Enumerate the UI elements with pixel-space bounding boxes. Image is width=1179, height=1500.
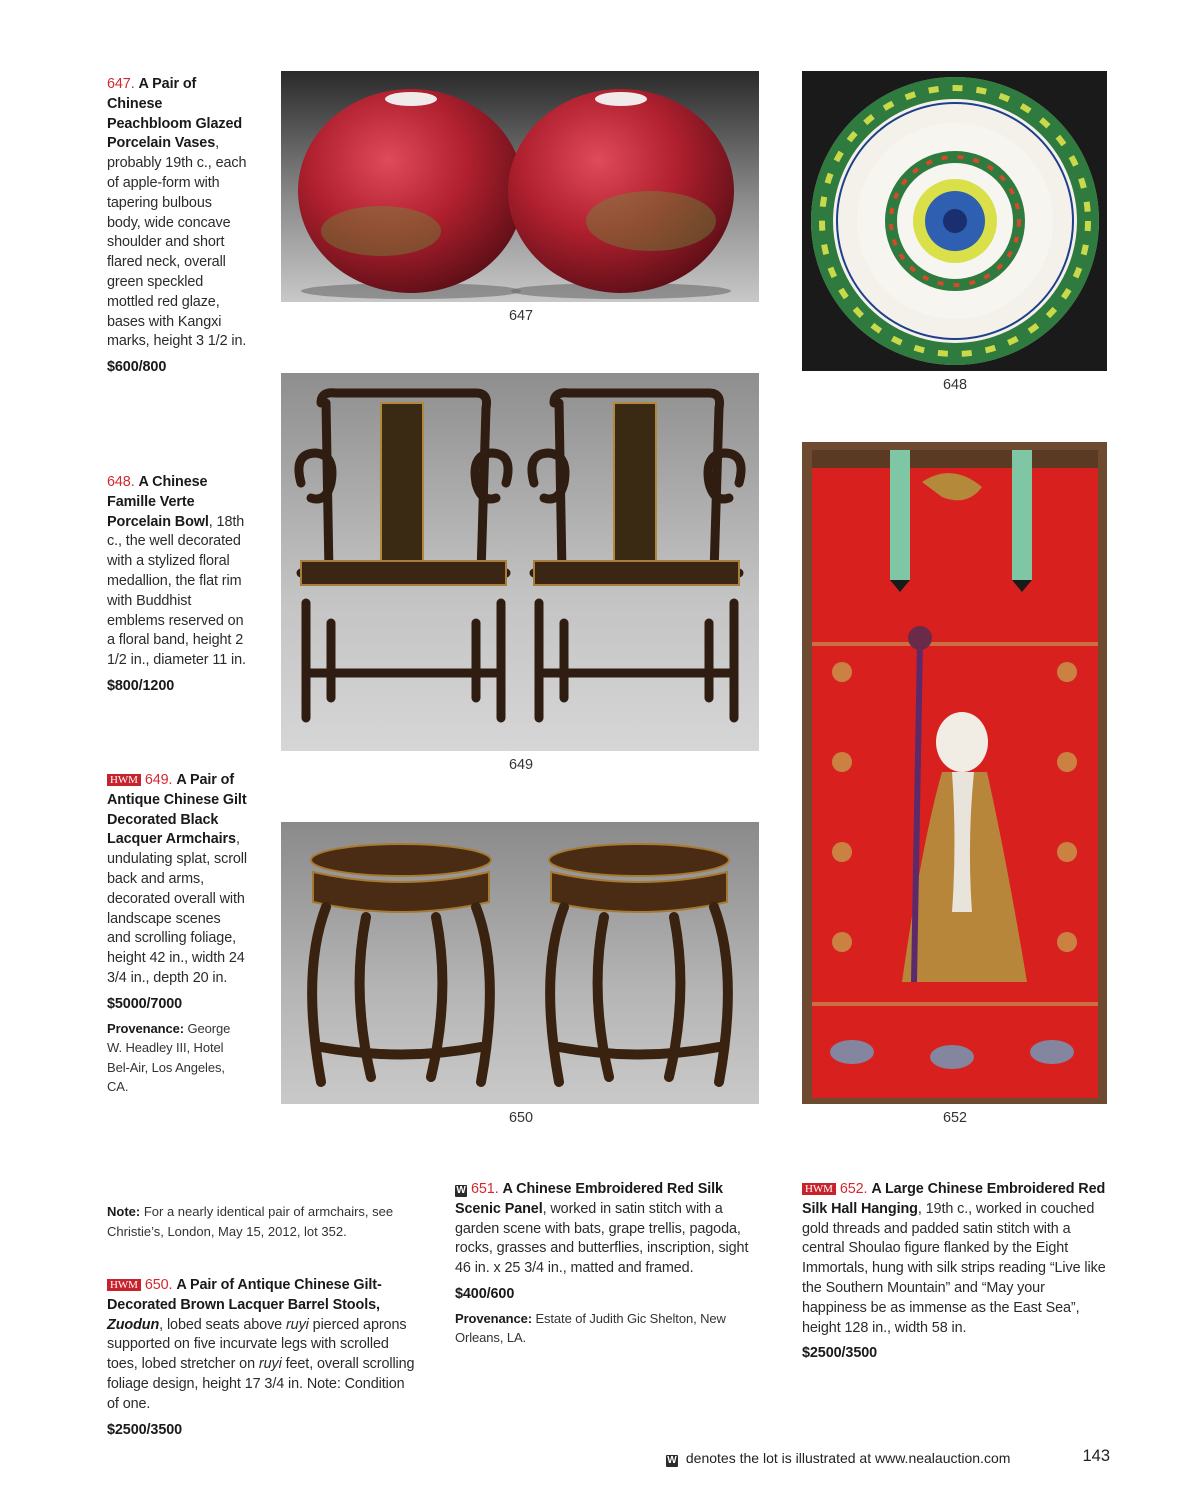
caption-652: 652 [942, 1110, 967, 1126]
photo-649-armchairs [281, 373, 759, 751]
lot-number: 648. [107, 474, 135, 490]
lot-title: A Chinese Embroidered Red Silk Scenic Panel [455, 1181, 723, 1217]
web-illustrated-icon: W [456, 1185, 466, 1196]
lot-description: , 18th c., the well decorated with a stylized floral medallion, the flat rim with Buddhist emblems reserved on a floral band, height 2 1/2 in., diameter 11 in. [107, 513, 246, 669]
hwm-badge: HWM [802, 1183, 836, 1195]
note-label: Note: [107, 1204, 141, 1219]
lot-price: $800/1200 [107, 677, 175, 694]
lot-title: A Pair of Chinese Peachbloom Glazed Porcelain Vases [107, 76, 243, 152]
photo-648-bowl [802, 71, 1107, 371]
lot-price: $2500/3500 [802, 1345, 878, 1362]
lot-number: 647. [107, 76, 135, 92]
lot-description: pierced aprons supported on five incurvate legs with scrolled toes, lobed stretcher on [107, 1316, 407, 1373]
armchairs-illustration [281, 373, 759, 751]
lot-title-italic: Zuodun [107, 1316, 160, 1333]
lot-649-entry [107, 771, 247, 1097]
lot-price: $5000/7000 [107, 995, 183, 1012]
lot-provenance [455, 1309, 760, 1348]
lot-number: 652. [839, 1181, 868, 1197]
lot-651-entry [455, 1180, 760, 1348]
caption-649: 649 [508, 757, 533, 773]
lot-description: feet, overall scrolling foliage design, height 17 3/4 in. Note: Condition of one. [107, 1356, 415, 1412]
lot-description: , probably 19th c., each of apple-form with tapering bulbous body, wide concave shoulder and short flared neck, overall green speckled mottled red glaze, bases with Kangxi marks, height 3 1/2 in. [107, 135, 247, 350]
lot-title: A Chinese Famille Verte Porcelain Bowl [107, 474, 209, 530]
footer-text: denotes the lot is illustrated at www.nealauction.com [685, 1450, 1011, 1466]
lot-description: , 19th c., worked in couched gold threads and padded satin stitch with a central Shoulao figure flanked by the Eight Immortals, hung with silk strips reading “Live like the Southern Mountain” and “May your happiness be as immense as the East Sea”, height 128 in., width 58 in. [802, 1200, 1106, 1336]
lot-description-italic: ruyi [285, 1316, 309, 1333]
lot-description: , worked in satin stitch with a garden scene with bats, grape trellis, pagoda, rocks, grasses and butterflies, inscription, sight 46 in. x 25 3/4 in., matted and framed. [455, 1200, 749, 1277]
lot-provenance [107, 1019, 247, 1097]
lot-650-entry [107, 1276, 417, 1440]
lot-description: , lobed seats above [159, 1316, 286, 1333]
provenance-label: Provenance: [107, 1020, 184, 1036]
lot-number: 649. [144, 772, 173, 788]
page-number: 143 [1082, 1447, 1110, 1465]
vases-illustration [281, 71, 759, 302]
stools-illustration [281, 822, 759, 1104]
hanging-illustration [802, 442, 1107, 1104]
lot-description: , undulating splat, scroll back and arms, decorated overall with landscape scenes and scrolling foliage, height 42 in., width 24 3/4 in., depth 20 in. [107, 831, 247, 986]
lot-648-entry [107, 473, 247, 697]
lot-title: A Pair of Antique Chinese Gilt Decorated Black Lacquer Armchairs [107, 772, 247, 848]
lot-647-entry [107, 75, 247, 378]
provenance-text: Estate of Judith Gic Shelton, New Orleans, LA. [455, 1310, 726, 1346]
caption-647: 647 [508, 308, 533, 324]
lot-title: A Pair of Antique Chinese Gilt-Decorated Brown Lacquer Barrel Stools, [107, 1277, 382, 1313]
lot-price: $2500/3500 [107, 1421, 183, 1438]
page-footer [666, 1447, 1110, 1467]
caption-648: 648 [942, 377, 967, 393]
lot-652-entry [802, 1180, 1107, 1364]
lot-description-italic: ruyi [258, 1356, 282, 1373]
provenance-text: George W. Headley III, Hotel Bel-Air, Los Angeles, CA. [107, 1020, 231, 1095]
bowl-illustration [802, 71, 1107, 371]
lot-price: $400/600 [455, 1285, 515, 1302]
provenance-label: Provenance: [455, 1310, 532, 1326]
lot-price: $600/800 [107, 359, 167, 376]
hwm-badge: HWM [107, 1279, 141, 1291]
photo-652-hanging [802, 442, 1107, 1104]
photo-647-vases [281, 71, 759, 302]
lot-title: A Large Chinese Embroidered Red Silk Hall Hanging [802, 1181, 1106, 1217]
lot-649-note [107, 1202, 407, 1241]
photo-650-stools [281, 822, 759, 1104]
lot-number: 651. [471, 1181, 499, 1197]
web-illustrated-icon: W [667, 1455, 677, 1466]
hwm-badge: HWM [107, 774, 141, 786]
caption-650: 650 [508, 1110, 533, 1126]
note-text: For a nearly identical pair of armchairs, see Christie’s, London, May 15, 2012, lot 352. [107, 1204, 394, 1239]
lot-number: 650. [144, 1277, 173, 1293]
